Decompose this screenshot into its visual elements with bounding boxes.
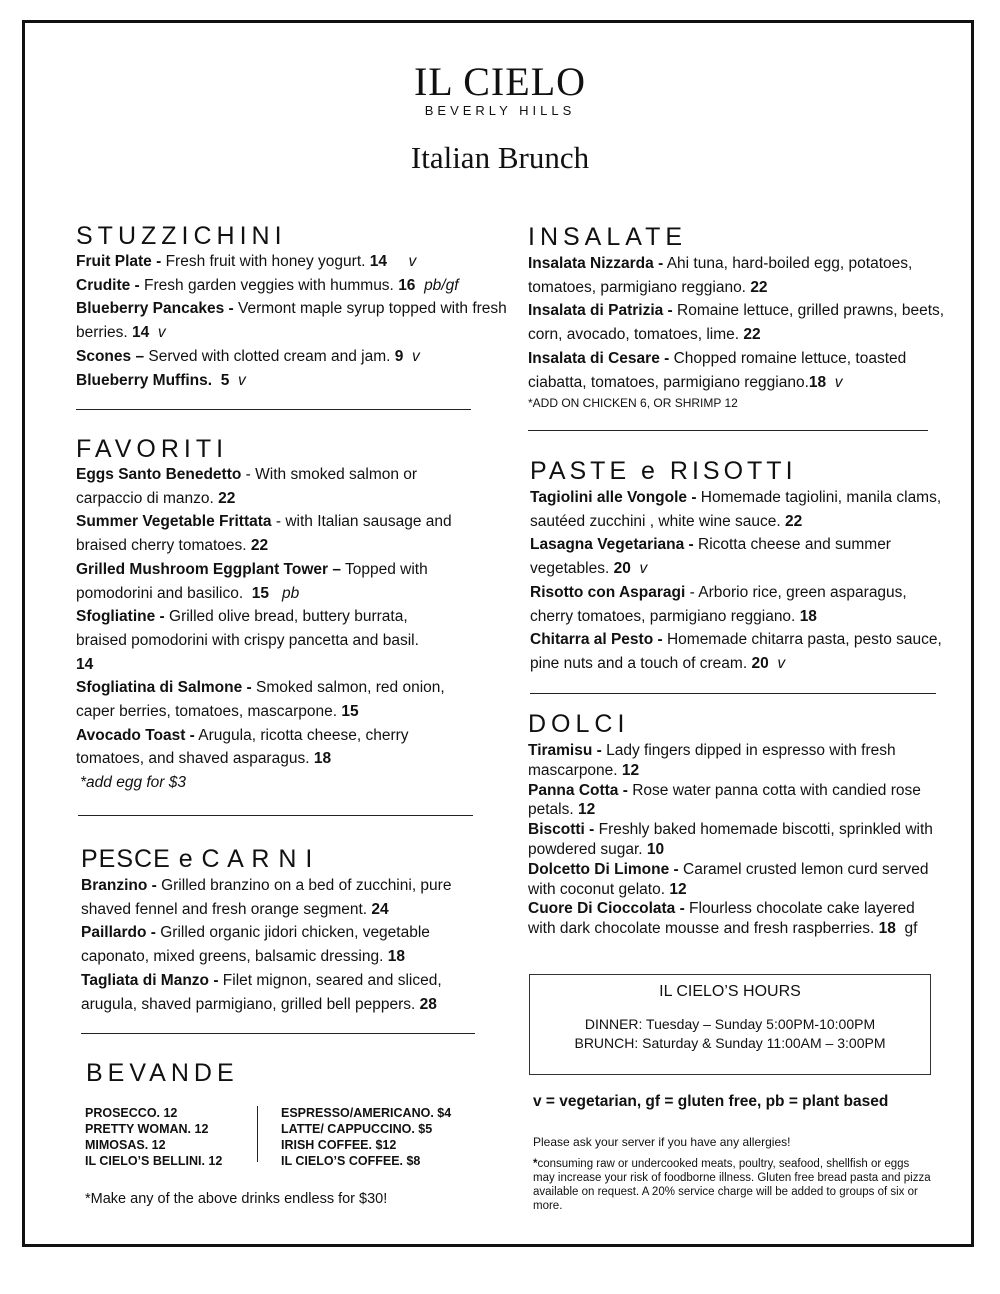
add-protein-note: *ADD ON CHICKEN 6, OR SHRIMP 12 <box>528 396 738 410</box>
menu-item <box>76 510 476 557</box>
stuzzichini-list <box>76 250 508 392</box>
item-price: 18 <box>799 607 817 625</box>
item-name: Insalata di Patrizia - <box>528 302 673 320</box>
item-name: Tagiolini alle Vongole - <box>530 489 697 506</box>
drink-item: LATTE/ CAPPUCCINO. $5 <box>281 1122 433 1136</box>
item-tag: pb/gf <box>424 276 459 294</box>
item-price: 22 <box>743 326 761 344</box>
item-desc: Ahi tuna, hard-boiled egg, potatoes, tomatoes, parmigiano reggiano. <box>528 255 913 296</box>
item-name: Panna Cotta - <box>528 781 628 799</box>
consumption-warning <box>533 1157 933 1213</box>
item-name: Eggs Santo Benedetto <box>76 466 242 483</box>
item-price: 22 <box>785 512 803 530</box>
item-desc: Grilled organic jidori chicken, vegetable caponato, mixed greens, balsamic dressing. <box>81 924 430 966</box>
item-desc: - Arborio rice, green asparagus, cherry tomatoes, parmigiano reggiano. <box>530 583 907 625</box>
item-name: Dolcetto Di Limone - <box>528 860 679 878</box>
warning-asterisk: * <box>533 1158 538 1170</box>
menu-item <box>530 628 945 675</box>
item-price: 20 <box>751 654 769 672</box>
item-desc: Chopped romaine lettuce, toasted ciabatta, tomatoes, parmigiano reggiano. <box>528 349 907 391</box>
item-name: Cuore Di Cioccolata - <box>528 900 685 918</box>
divider <box>81 1033 475 1034</box>
menu-item <box>528 299 956 346</box>
item-price: 15 <box>341 703 359 721</box>
menu-item <box>76 369 508 393</box>
item-desc: Romaine lettuce, grilled prawns, beets, corn, avocado, tomatoes, lime. <box>528 302 945 344</box>
item-name: Insalata Nizzarda - <box>528 255 664 272</box>
menu-item <box>76 724 476 771</box>
item-name: Grilled Mushroom Eggplant Tower – <box>76 560 341 578</box>
item-price: 18 <box>878 920 896 938</box>
item-tag: v <box>408 253 417 270</box>
item-desc: - With smoked salmon or carpaccio di manzo. <box>76 466 418 507</box>
item-name: Lasagna Vegetariana - <box>530 536 694 554</box>
item-name: Scones – <box>76 347 145 365</box>
hours-box <box>529 974 931 1075</box>
item-price: 18 <box>313 750 332 768</box>
item-price: 10 <box>646 840 665 858</box>
brand-location: BEVERLY HILLS <box>424 103 576 118</box>
menu-item <box>76 463 476 510</box>
section-heading-favoriti: FAVORITI <box>76 435 229 463</box>
item-name: Tiramisu - <box>528 742 602 759</box>
item-price: 20 <box>613 560 631 578</box>
item-price: 5 <box>220 371 230 389</box>
menu-item <box>528 781 933 821</box>
drink-item: IL CIELO’S BELLINI. 12 <box>85 1154 223 1168</box>
dolci-list <box>528 741 933 939</box>
menu-item <box>76 605 421 676</box>
item-desc: Smoked salmon, red onion, caper berries, tomatoes, mascarpone. <box>76 679 445 721</box>
diet-legend: v = vegetarian, gf = gluten free, pb = plant based <box>533 1093 889 1110</box>
item-tag: v <box>777 654 786 672</box>
menu-item <box>81 874 481 921</box>
item-price: 28 <box>419 995 437 1013</box>
item-name: Biscotti - <box>528 821 595 839</box>
divider <box>528 430 928 431</box>
item-price: 12 <box>621 761 640 779</box>
item-price: 22 <box>218 489 236 507</box>
drinks-list-right <box>281 1105 451 1169</box>
menu-item <box>528 820 933 860</box>
divider <box>530 693 936 694</box>
item-price: 12 <box>577 801 596 819</box>
item-desc: Homemade chitarra pasta, pesto sauce, pine nuts and a touch of cream. <box>530 631 942 672</box>
item-desc: Flourless chocolate cake layered with dark chocolate mousse and fresh raspberries. <box>528 900 915 938</box>
menu-item <box>528 860 933 900</box>
menu-item <box>76 274 508 298</box>
section-heading-insalate: INSALATE <box>528 223 688 251</box>
item-price: 14 <box>369 253 387 270</box>
paste-list <box>530 486 945 676</box>
item-name: Crudite - <box>76 276 140 294</box>
item-desc: Grilled branzino on a bed of zucchini, pure shaved fennel and fresh orange segment. <box>81 877 452 918</box>
section-heading-pesce: PESCE e C A R N I <box>81 845 314 873</box>
menu-item <box>76 297 508 344</box>
warning-text: consuming raw or undercooked meats, poultry, seafood, shellfish or eggs may increase your risk of foodborne illness. Gluten free bread pasta and pizza available on request. A 20% service charge will be added to groups of six or more. <box>533 1158 931 1212</box>
menu-item <box>76 558 476 605</box>
item-name: Sfogliatina di Salmone - <box>76 679 252 697</box>
drink-item: IRISH COFFEE. $12 <box>281 1138 397 1152</box>
drink-item: PROSECCO. 12 <box>85 1106 178 1120</box>
item-desc: Fresh garden veggies with hummus. <box>139 276 394 294</box>
item-price: 9 <box>394 347 404 365</box>
item-desc: Served with clotted cream and jam. <box>144 347 391 365</box>
item-price: 22 <box>750 278 768 296</box>
item-tag: gf <box>904 920 918 938</box>
pesce-list <box>81 874 481 1016</box>
drink-item: MIMOSAS. 12 <box>85 1138 166 1152</box>
item-tag: v <box>412 347 420 365</box>
menu-item <box>530 581 945 628</box>
favoriti-list <box>76 463 476 771</box>
allergy-note: Please ask your server if you have any allergies! <box>533 1135 791 1149</box>
item-tag: v <box>834 373 843 391</box>
item-price: 22 <box>250 537 269 555</box>
section-heading-bevande: BEVANDE <box>86 1059 239 1087</box>
item-desc: Vermont maple syrup topped with fresh berries. <box>76 300 507 342</box>
item-tag: v <box>237 371 246 389</box>
item-name: Risotto con Asparagi <box>530 583 686 601</box>
menu-item <box>528 252 956 299</box>
menu-item <box>76 345 508 369</box>
endless-drinks-note: *Make any of the above drinks endless for $30! <box>85 1191 388 1207</box>
item-name: Blueberry Pancakes - <box>76 300 234 318</box>
item-desc: Freshly baked homemade biscotti, sprinkled with powdered sugar. <box>528 821 933 858</box>
section-heading-paste: PASTE e RISOTTI <box>530 457 797 485</box>
section-heading-stuzzichini: STUZZICHINI <box>76 222 287 250</box>
menu-item <box>528 899 933 939</box>
item-desc: Homemade tagiolini, manila clams, sautéed zucchini , white wine sauce. <box>530 489 942 530</box>
item-desc: Filet mignon, seared and sliced, arugula, shaved parmigiano, grilled bell peppers. <box>81 971 442 1013</box>
menu-item <box>530 533 945 580</box>
brand-name: IL CIELO <box>413 59 587 104</box>
section-heading-dolci: DOLCI <box>528 710 630 738</box>
item-desc: Caramel crusted lemon curd served with coconut gelato. <box>528 860 929 898</box>
menu-item <box>76 676 476 723</box>
item-tag: v <box>157 324 166 342</box>
item-name: Branzino - <box>81 877 157 894</box>
item-name: Blueberry Muffins. <box>76 371 213 389</box>
item-desc: Ricotta cheese and summer vegetables. <box>530 536 891 578</box>
menu-item <box>528 347 956 394</box>
item-desc: Rose water panna cotta with candied rose petals. <box>528 781 921 819</box>
menu-item <box>81 969 481 1016</box>
item-name: Sfogliatine - <box>76 608 165 626</box>
item-desc: Lady fingers dipped in espresso with fresh mascarpone. <box>528 742 896 779</box>
divider <box>78 815 473 816</box>
hours-title: IL CIELO’S HOURS <box>659 983 801 1000</box>
menu-item <box>81 921 481 968</box>
item-name: Summer Vegetable Frittata <box>76 513 272 531</box>
item-desc: Topped with pomodorini and basilico. <box>76 560 428 602</box>
item-desc: Arugula, ricotta cheese, cherry tomatoes, and shaved asparagus. <box>76 726 409 768</box>
menu-item <box>528 741 933 781</box>
item-name: Avocado Toast - <box>76 726 195 744</box>
add-egg-note: *add egg for $3 <box>80 774 187 791</box>
item-price: 18 <box>808 373 827 391</box>
menu-item <box>76 250 508 274</box>
brunch-hours: BRUNCH: Saturday & Sunday 11:00AM – 3:00PM <box>574 1035 886 1051</box>
insalate-list <box>528 252 956 394</box>
item-tag: v <box>639 560 648 578</box>
item-name: Insalata di Cesare - <box>528 349 670 367</box>
item-name: Paillardo - <box>81 924 156 942</box>
item-tag: pb <box>281 584 300 602</box>
item-price: 14 <box>76 655 94 673</box>
item-price: 14 <box>132 324 150 342</box>
drinks-divider <box>257 1106 258 1162</box>
drink-item: PRETTY WOMAN. 12 <box>85 1122 209 1136</box>
divider <box>76 409 471 410</box>
item-price: 12 <box>669 880 687 898</box>
item-price: 16 <box>398 276 416 294</box>
menu-item <box>530 486 945 533</box>
dinner-hours: DINNER: Tuesday – Sunday 5:00PM-10:00PM <box>584 1016 876 1032</box>
drink-item: ESPRESSO/AMERICANO. $4 <box>281 1106 452 1120</box>
drink-item: IL CIELO’S COFFEE. $8 <box>281 1154 421 1168</box>
item-desc: Fresh fruit with honey yogurt. <box>161 253 366 270</box>
item-name: Tagliata di Manzo - <box>81 971 219 989</box>
item-price: 24 <box>371 900 389 918</box>
page-title: Italian Brunch <box>410 140 590 175</box>
item-name: Fruit Plate - <box>76 253 162 270</box>
item-name: Chitarra al Pesto - <box>530 631 663 649</box>
item-desc: - with Italian sausage and braised cherry tomatoes. <box>76 513 452 555</box>
item-price: 18 <box>387 948 405 966</box>
item-price: 15 <box>251 584 270 602</box>
drinks-list-left <box>85 1105 222 1169</box>
item-desc: Grilled olive bread, buttery burrata, braised pomodorini with crispy pancetta and basil. <box>76 608 419 649</box>
